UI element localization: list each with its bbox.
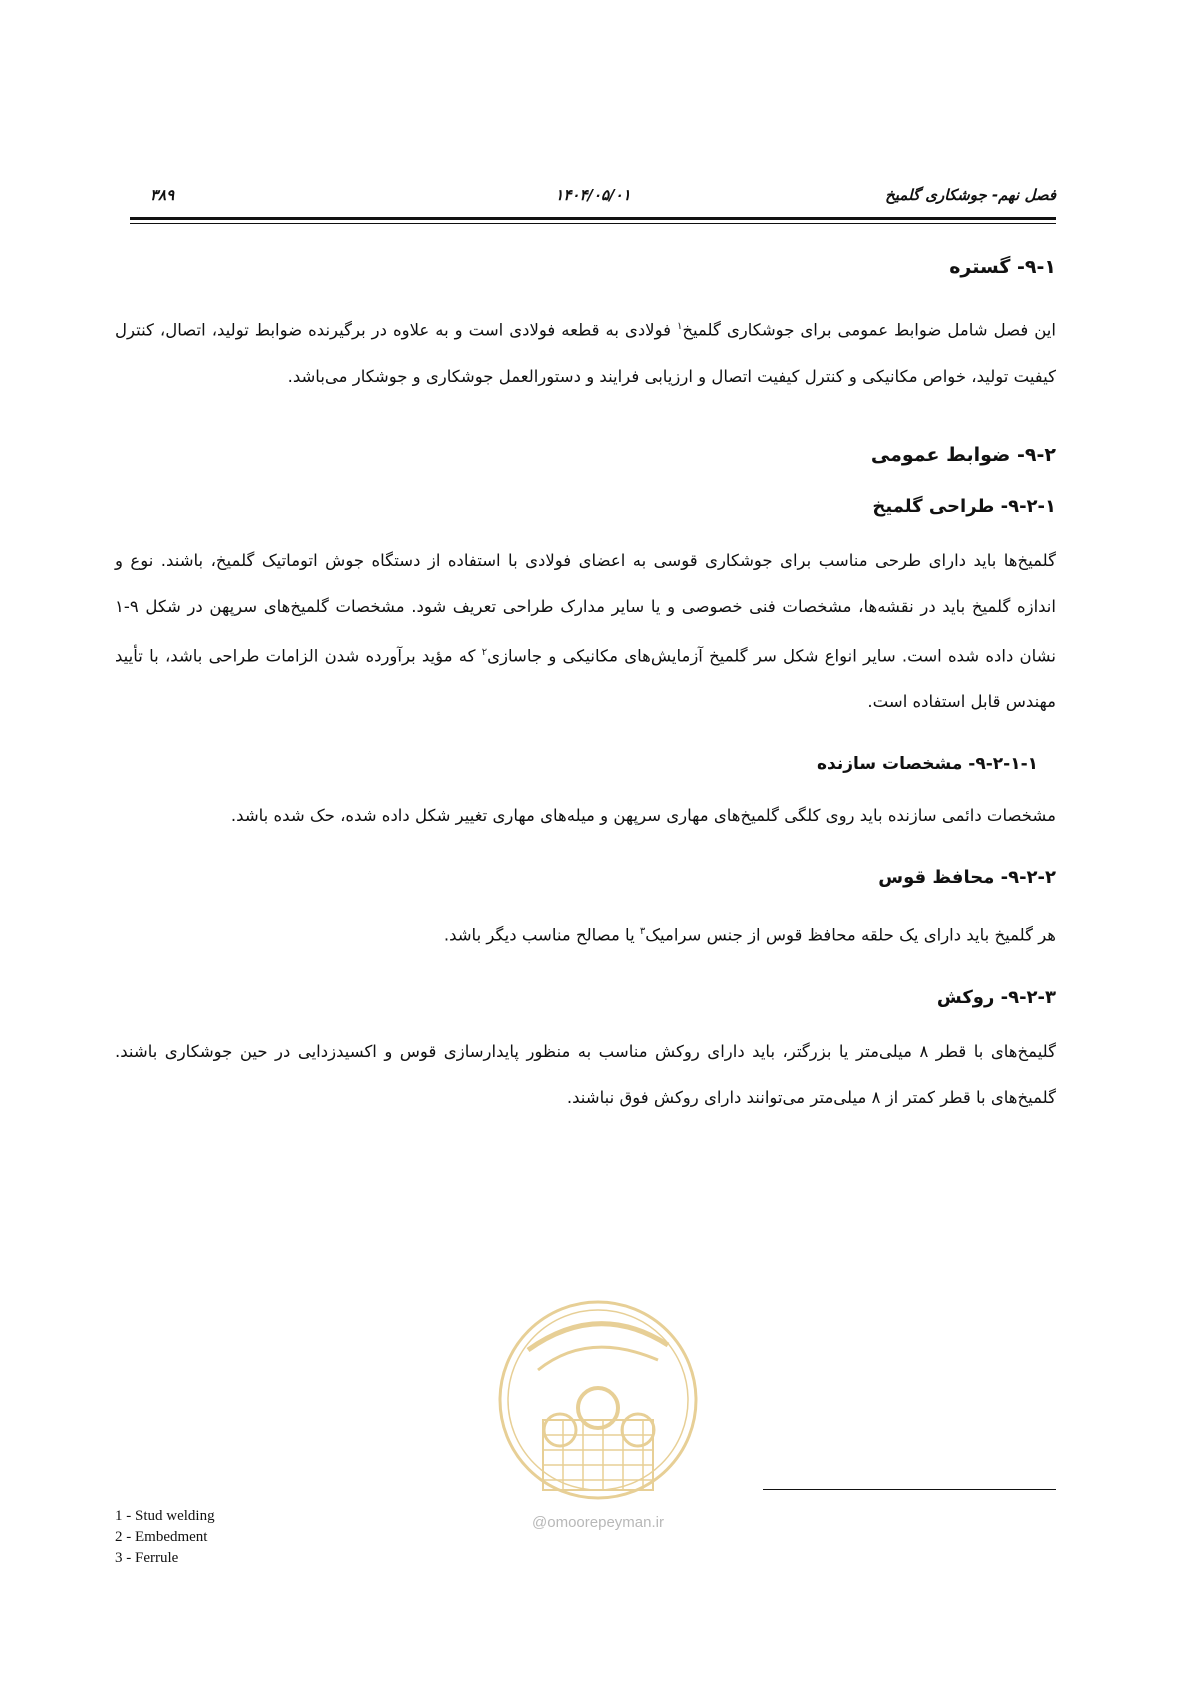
header-rule-thick bbox=[130, 217, 1056, 220]
section-heading-manufacturer-marks: ۹-۲-۱-۱- مشخصات سازنده bbox=[817, 754, 1038, 774]
paragraph-scope bbox=[115, 304, 1056, 400]
section-heading-arc-shield: ۹-۲-۲- محافظ قوس bbox=[878, 867, 1056, 888]
paragraph-text: هر گلمیخ باید دارای یک حلقه محافظ قوس از جنس سرامیک bbox=[645, 925, 1056, 945]
chapter-title: فصل نهم- جوشکاری گلمیخ bbox=[885, 186, 1056, 204]
footnote-rule bbox=[763, 1489, 1056, 1490]
paragraph-text: که مؤید برآورده شدن الزامات طراحی باشد، با تأیید مهندس قابل استفاده است. bbox=[115, 646, 1056, 711]
footnote-3: 3 - Ferrule bbox=[115, 1550, 179, 1566]
footnote-1: 1 - Stud welding bbox=[115, 1508, 215, 1524]
page-body bbox=[115, 252, 1056, 1145]
paragraph-arc-shield bbox=[115, 909, 1056, 959]
footnote-ref-3[interactable]: ۳ bbox=[639, 926, 646, 937]
paragraph-text: گلمیخ‌ها باید دارای طرحی مناسب برای جوشکاری قوسی به اعضای فولادی با استفاده از دستگاه جوش اتوماتیک گلمیخ، باشند. نوع و اندازه گلمیخ باید در نقشه‌ها، مشخصات فنی خصوصی و یا سایر مدارک طراحی تعریف شود. مشخصات گلمیخ‌های سرپهن در شکل ۹-۱ نشان داده شده است. سایر انواع شکل سر گلمیخ آزمایش‌های مکانیکی و جاسازی bbox=[115, 550, 1056, 665]
section-heading-general: ۹-۲- ضوابط عمومی bbox=[870, 443, 1056, 466]
paragraph-text: فولادی به قطعه فولادی است و به علاوه در برگیرنده ضوابط تولید، اتصال، کنترل کیفیت تولید، خواص مکانیکی و کنترل کیفیت اتصال و ارزیابی فرایند و دستورالعمل جوشکاری و جوشکار می‌باشد. bbox=[115, 320, 1056, 386]
footnotes bbox=[115, 1506, 215, 1569]
paragraph-manufacturer-marks: مشخصات دائمی سازنده باید روی کلگی گلمیخ‌های مهاری سرپهن و میله‌های مهاری تغییر شکل داده شده، حک شده باشد. bbox=[230, 806, 1056, 825]
section-heading-scope: ۹-۱- گستره bbox=[949, 256, 1056, 278]
footnote-ref-2[interactable]: ۲ bbox=[481, 646, 488, 658]
header-date: ۱۴۰۴/۰۵/۰۱ bbox=[555, 186, 631, 204]
page-header bbox=[130, 186, 1056, 210]
footnote-2: 2 - Embedment bbox=[115, 1529, 208, 1545]
paragraph-text: این فصل شامل ضوابط عمومی برای جوشکاری گلمیخ bbox=[682, 320, 1056, 340]
footnote-ref-1[interactable]: ۱ bbox=[676, 321, 683, 332]
paragraph-text: یا مصالح مناسب دیگر باشد. bbox=[443, 925, 640, 945]
header-rule-thin bbox=[130, 223, 1056, 224]
section-heading-stud-design: ۹-۲-۱- طراحی گلمیخ bbox=[872, 495, 1056, 517]
section-heading-flux: ۹-۲-۳- روکش bbox=[936, 986, 1056, 1008]
watermark-stamp bbox=[488, 1290, 708, 1530]
watermark-website: @omoorepeyman.ir bbox=[532, 1514, 664, 1531]
page-number: ۳۸۹ bbox=[150, 186, 175, 204]
paragraph-stud-design bbox=[115, 538, 1056, 726]
stamp-logo-icon bbox=[488, 1290, 708, 1510]
paragraph-flux: گلیمخ‌های با قطر ۸ میلی‌متر یا بزرگتر، باید دارای روکش مناسب به منظور پایدارسازی قوس و اکسیدزدایی در حین جوشکاری باشند. گلمیخ‌های با قطر کمتر از ۸ میلی‌متر می‌توانند دارای روکش فوق نباشند. bbox=[115, 1041, 1056, 1107]
